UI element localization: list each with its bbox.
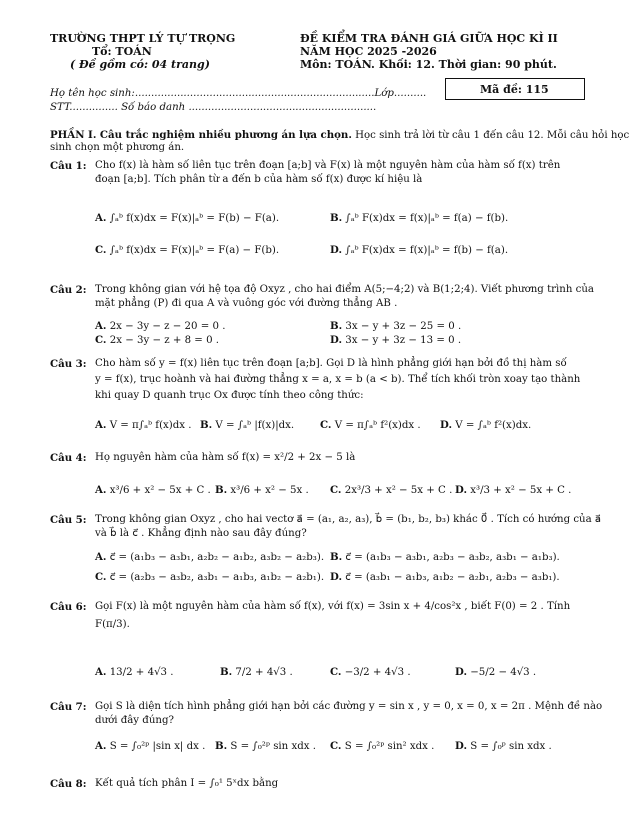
option-text: x³/6 + x² − 5x + C . xyxy=(106,485,211,496)
answer-option xyxy=(200,419,294,433)
option-letter: C. xyxy=(330,666,342,678)
option-letter: D. xyxy=(330,334,343,346)
part1-instructions xyxy=(50,129,629,143)
option-text: −5/2 − 4√3 . xyxy=(467,667,537,678)
option-text: 2x − 3y − z − 20 = 0 . xyxy=(106,321,226,332)
question-label: Câu 5: xyxy=(50,514,87,526)
option-text: 7/2 + 4√3 . xyxy=(232,667,293,678)
stt-line: STT............... Số báo danh .......................................................... xyxy=(50,102,377,113)
question-text: và b⃗ là c⃗ . Khẳng định nào sau đây đúng? xyxy=(95,528,307,539)
exam-code-box xyxy=(445,78,585,100)
option-text: 3x − y + 3z − 25 = 0 . xyxy=(342,321,462,332)
answer-option xyxy=(330,484,452,498)
option-text: c⃗ = (a₂b₃ − a₃b₂, a₃b₁ − a₁b₃, a₁b₂ − a₂b₁). xyxy=(106,572,325,583)
answer-option xyxy=(220,666,293,680)
answer-option xyxy=(330,320,461,334)
subject-line: Môn: TOÁN. Khối: 12. Thời gian: 90 phút. xyxy=(300,58,557,71)
answer-option xyxy=(215,740,316,754)
question-label: Câu 7: xyxy=(50,701,87,713)
answer-option xyxy=(95,320,226,334)
option-text: 2x − 3y − z + 8 = 0 . xyxy=(106,335,220,346)
option-letter: A. xyxy=(95,419,107,431)
option-letter: D. xyxy=(455,666,468,678)
part1-instr1: Học sinh trả lời từ câu 1 đến câu 12. Mỗi câu hỏi học xyxy=(351,130,630,141)
question-text: Họ nguyên hàm của hàm số f(x) = x²/2 + 2x − 5 là xyxy=(95,452,356,463)
answer-option xyxy=(95,666,174,680)
option-letter: C. xyxy=(95,571,107,583)
option-letter: A. xyxy=(95,740,107,752)
school-name: TRƯỜNG THPT LÝ TỰ TRỌNG xyxy=(50,32,236,45)
option-text: 3x − y + 3z − 13 = 0 . xyxy=(342,335,462,346)
question-text: Gọi F(x) là một nguyên hàm của hàm số f(x), với f(x) = 3sin x + 4/cos²x , biết F(0) = 2 . Tính xyxy=(95,601,571,612)
answer-option xyxy=(95,212,279,226)
answer-option xyxy=(455,666,536,680)
option-letter: D. xyxy=(455,484,468,496)
answer-option xyxy=(330,244,508,258)
answer-option xyxy=(440,419,531,433)
option-letter: B. xyxy=(330,551,343,563)
answer-option xyxy=(95,244,279,258)
question-text: dưới đây đúng? xyxy=(95,715,174,726)
option-text: V = π∫ₐᵇ f²(x)dx . xyxy=(331,420,421,431)
option-text: ∫ₐᵇ f(x)dx = F(x)|ₐᵇ = F(b) − F(a). xyxy=(106,213,280,224)
answer-option xyxy=(455,740,552,754)
answer-option xyxy=(330,571,560,585)
option-text: c⃗ = (a₁b₃ − a₃b₁, a₂b₃ − a₃b₂, a₃b₁ − a₁b₃). xyxy=(342,552,560,563)
option-text: V = ∫ₐᵇ |f(x)|dx. xyxy=(212,420,295,431)
question-text: Trong không gian Oxyz , cho hai vectơ a⃗ = (a₁, a₂, a₃), b⃗ = (b₁, b₂, b₃) khác 0⃗ . Tích có hướng của a⃗ xyxy=(95,514,602,525)
answer-option xyxy=(95,740,205,754)
option-text: 13/2 + 4√3 . xyxy=(106,667,174,678)
answer-option xyxy=(455,484,571,498)
option-text: S = ∫₀²ᵖ sin² xdx . xyxy=(341,741,435,752)
school-year: NĂM HỌC 2025 -2026 xyxy=(300,45,437,58)
question-text: Cho hàm số y = f(x) liên tục trên đoạn [a;b]. Gọi D là hình phẳng giới hạn bởi đồ thị hàm số xyxy=(95,358,567,369)
student-name-line: Họ tên học sinh:..........................................................................Lớp.......... xyxy=(50,88,427,99)
question-label: Câu 6: xyxy=(50,601,87,613)
part1-title: PHẦN I. Câu trắc nghiệm nhiều phương án lựa chọn. xyxy=(50,129,352,141)
option-letter: B. xyxy=(200,419,213,431)
question-text: Kết quả tích phân I = ∫₀¹ 5ˣdx bằng xyxy=(95,778,279,789)
answer-option xyxy=(95,419,192,433)
question-label: Câu 2: xyxy=(50,284,87,296)
answer-option xyxy=(330,666,411,680)
answer-option xyxy=(95,551,324,565)
team-name: Tổ: TOÁN xyxy=(92,45,152,58)
option-text: c⃗ = (a₃b₁ − a₁b₃, a₁b₂ − a₂b₁, a₂b₃ − a₃b₁). xyxy=(342,572,560,583)
question-text: đoạn [a;b]. Tích phân từ a đến b của hàm số f(x) được kí hiệu là xyxy=(95,174,423,185)
option-text: −3/2 + 4√3 . xyxy=(341,667,411,678)
answer-option xyxy=(95,571,324,585)
option-letter: C. xyxy=(95,244,107,256)
option-text: ∫ₐᵇ f(x)dx = F(x)|ₐᵇ = F(a) − F(b). xyxy=(106,245,280,256)
answer-option xyxy=(330,740,434,754)
option-text: c⃗ = (a₁b₃ − a₃b₁, a₂b₂ − a₁b₂, a₃b₂ − a₂b₃). xyxy=(106,552,325,563)
answer-option xyxy=(95,484,211,498)
question-label: Câu 1: xyxy=(50,160,87,172)
option-letter: D. xyxy=(440,419,453,431)
page-count: ( Đề gồm có: 04 trang) xyxy=(70,58,210,71)
answer-option xyxy=(330,212,508,226)
question-text: Trong không gian với hệ tọa độ Oxyz , cho hai điểm A(5;−4;2) và B(1;2;4). Viết phương trình của xyxy=(95,284,594,295)
answer-option xyxy=(95,334,219,348)
option-text: V = ∫ₐᵇ f²(x)dx. xyxy=(452,420,532,431)
option-text: ∫ₐᵇ F(x)dx = f(x)|ₐᵇ = f(b) − f(a). xyxy=(342,245,509,256)
option-text: x³/3 + x² − 5x + C . xyxy=(467,485,572,496)
option-letter: B. xyxy=(330,320,343,332)
question-text: khi quay D quanh trục Ox được tính theo công thức: xyxy=(95,390,364,401)
answer-option xyxy=(330,551,560,565)
option-letter: A. xyxy=(95,484,107,496)
question-text: mặt phẳng (P) đi qua A và vuông góc với đường thẳng AB . xyxy=(95,298,398,309)
question-label: Câu 4: xyxy=(50,452,87,464)
option-letter: C. xyxy=(330,484,342,496)
option-text: V = π∫ₐᵇ f(x)dx . xyxy=(106,420,192,431)
option-text: ∫ₐᵇ F(x)dx = f(x)|ₐᵇ = f(a) − f(b). xyxy=(342,213,509,224)
answer-option xyxy=(320,419,421,433)
question-text: y = f(x), trục hoành và hai đường thẳng x = a, x = b (a < b). Thể tích khối tròn xoay tạo thành xyxy=(95,374,581,385)
option-text: S = ∫₀²ᵖ |sin x| dx . xyxy=(106,741,206,752)
option-letter: C. xyxy=(95,334,107,346)
answer-option xyxy=(215,484,309,498)
option-text: 2x³/3 + x² − 5x + C . xyxy=(341,485,453,496)
exam-code: Mã đề: 115 xyxy=(480,83,549,96)
answer-option xyxy=(330,334,461,348)
option-letter: D. xyxy=(330,571,343,583)
option-text: S = ∫₀ᵖ sin xdx . xyxy=(467,741,552,752)
option-letter: D. xyxy=(330,244,343,256)
option-letter: D. xyxy=(455,740,468,752)
exam-title: ĐỀ KIỂM TRA ĐÁNH GIÁ GIỮA HỌC KÌ II xyxy=(300,32,558,45)
option-letter: C. xyxy=(320,419,332,431)
option-letter: A. xyxy=(95,320,107,332)
option-letter: A. xyxy=(95,666,107,678)
option-letter: B. xyxy=(215,740,228,752)
option-letter: A. xyxy=(95,551,107,563)
option-letter: B. xyxy=(220,666,233,678)
question-text: Cho f(x) là hàm số liên tục trên đoạn [a;b] và F(x) là một nguyên hàm của hàm số f(x) trên xyxy=(95,160,561,171)
question-label: Câu 3: xyxy=(50,358,87,370)
option-letter: B. xyxy=(330,212,343,224)
question-text: Gọi S là diện tích hình phẳng giới hạn bởi các đường y = sin x , y = 0, x = 0, x = 2π . Mệnh đề nào xyxy=(95,701,603,712)
option-text: x³/6 + x² − 5x . xyxy=(227,485,309,496)
option-letter: B. xyxy=(215,484,228,496)
option-letter: C. xyxy=(330,740,342,752)
question-text: F(π/3). xyxy=(95,619,130,630)
question-label: Câu 8: xyxy=(50,778,87,790)
part1-instr2: sinh chọn một phương án. xyxy=(50,142,185,153)
option-letter: A. xyxy=(95,212,107,224)
option-text: S = ∫₀²ᵖ sin xdx . xyxy=(227,741,316,752)
